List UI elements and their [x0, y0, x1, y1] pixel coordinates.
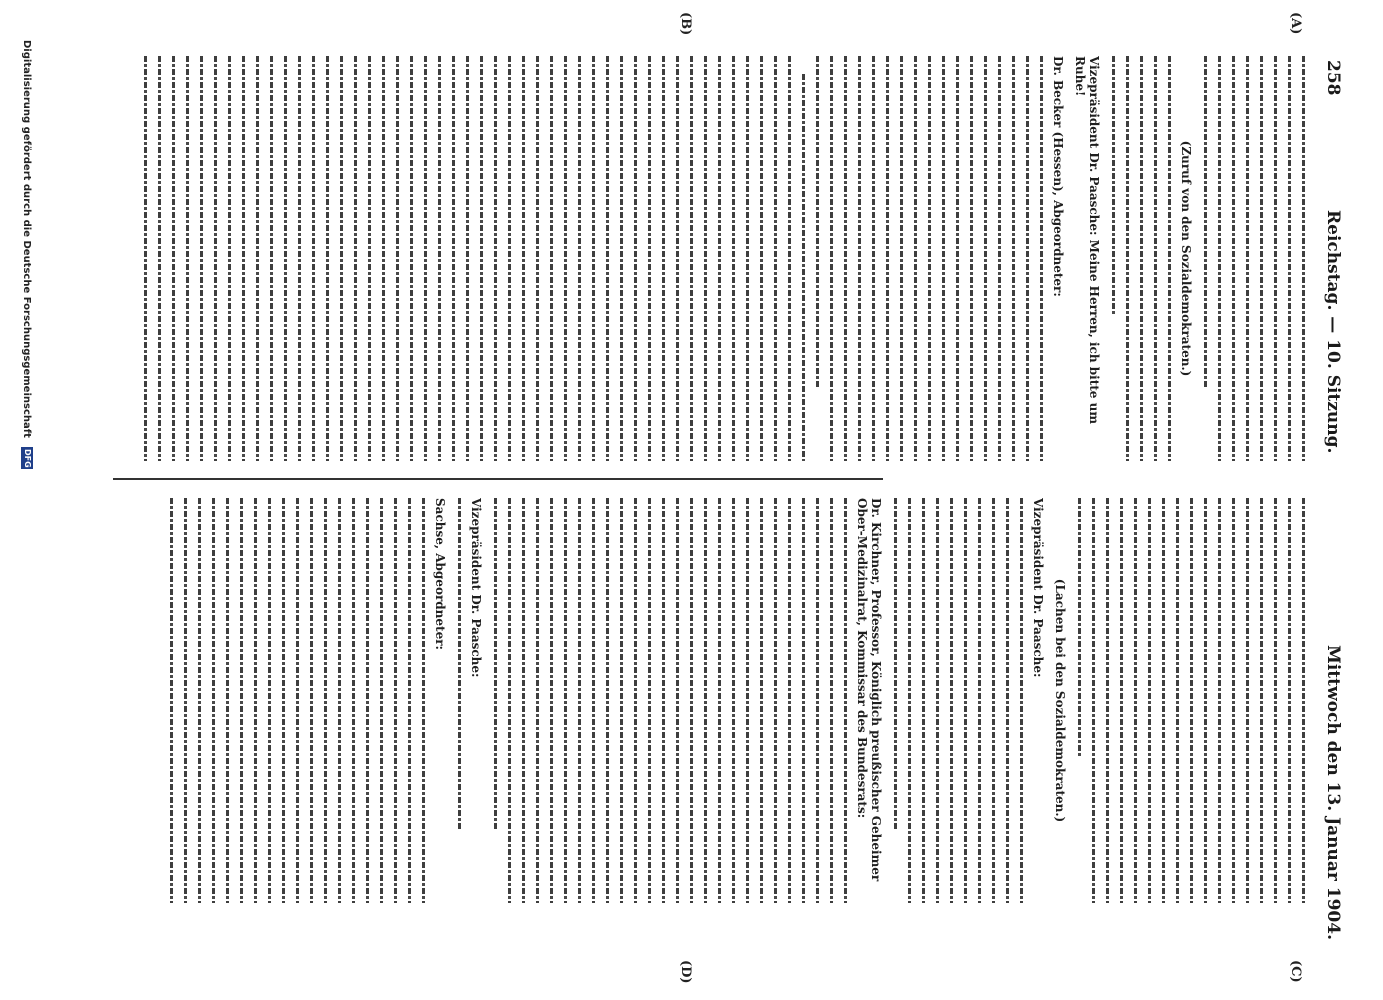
text-line — [298, 56, 301, 461]
text-line — [564, 498, 567, 903]
text-line — [1204, 56, 1207, 388]
text-line — [1218, 56, 1221, 461]
text-line — [158, 56, 161, 461]
text-line — [184, 498, 187, 903]
margin-marker-b: (B) — [678, 12, 693, 36]
margin-marker-a: (A) — [1288, 12, 1303, 35]
text-line — [592, 56, 595, 461]
speaker-line: Sachse, Abgeordneter: — [433, 498, 447, 650]
text-line — [662, 56, 665, 461]
text-line — [494, 498, 497, 830]
text-line — [578, 498, 581, 903]
text-line — [438, 56, 441, 461]
text-line — [198, 498, 201, 903]
text-line — [394, 498, 397, 903]
text-line — [228, 56, 231, 461]
text-line — [816, 56, 819, 388]
text-line — [186, 56, 189, 461]
speaker-line: Vizepräsident Dr. Paasche: — [469, 498, 483, 678]
speaker-line: Vizepräsident Dr. Paasche: Meine Herren, ich bitte um Ruhe! — [1073, 56, 1101, 425]
text-line — [606, 56, 609, 461]
text-line — [1040, 56, 1043, 461]
page-title: Reichstag. — 10. Sitzung. — [1323, 210, 1343, 454]
text-line — [480, 56, 483, 461]
text-line — [900, 56, 903, 461]
text-line — [746, 56, 749, 461]
text-line — [978, 498, 981, 903]
text-line — [254, 498, 257, 903]
page-number: 258 — [1323, 60, 1343, 96]
text-line — [212, 498, 215, 903]
text-line — [240, 498, 243, 903]
credit-text: Digitalisierung gefördert durch die Deutsche Forschungsgemeinschaft — [21, 40, 32, 438]
text-line — [922, 498, 925, 903]
text-line — [1218, 498, 1221, 903]
text-line — [844, 498, 847, 903]
text-line — [1204, 498, 1207, 903]
speaker-line: Vizepräsident Dr. Paasche: — [1031, 498, 1045, 678]
text-line — [676, 498, 679, 903]
text-line — [324, 498, 327, 903]
text-line — [284, 56, 287, 461]
text-line — [620, 498, 623, 903]
text-line — [550, 56, 553, 461]
text-line — [536, 498, 539, 903]
text-line — [1246, 56, 1249, 461]
text-line — [802, 74, 805, 461]
text-line — [732, 498, 735, 903]
text-line — [704, 498, 707, 903]
text-line — [296, 498, 299, 903]
text-line — [788, 498, 791, 903]
right-column — [125, 498, 1305, 903]
text-line — [648, 56, 651, 461]
text-line — [578, 56, 581, 461]
text-line — [494, 56, 497, 461]
column-divider — [113, 478, 883, 480]
text-line — [226, 498, 229, 903]
text-line — [522, 56, 525, 461]
margin-marker-d: (D) — [678, 960, 693, 984]
text-line — [1120, 498, 1123, 903]
text-line — [928, 56, 931, 461]
text-line — [282, 498, 285, 903]
dfg-logo: DFG — [23, 449, 32, 468]
text-line — [172, 56, 175, 461]
text-line — [408, 498, 411, 903]
text-line — [1302, 498, 1305, 903]
text-line — [648, 498, 651, 903]
text-line — [1260, 56, 1263, 461]
text-line — [704, 56, 707, 461]
text-line — [732, 56, 735, 461]
text-line — [1168, 56, 1171, 461]
text-line — [1020, 498, 1023, 903]
text-line — [268, 498, 271, 903]
text-line — [634, 498, 637, 903]
text-line — [1126, 56, 1129, 461]
text-line — [1154, 56, 1157, 461]
text-line — [242, 56, 245, 461]
text-line — [536, 56, 539, 461]
interjection: (Zuruf von den Sozialdemokraten.) — [1179, 140, 1193, 377]
text-line — [312, 56, 315, 461]
text-line — [1092, 498, 1095, 903]
text-line — [774, 56, 777, 461]
text-line — [844, 56, 847, 461]
text-line — [970, 56, 973, 461]
text-line — [1274, 56, 1277, 461]
text-line — [1148, 498, 1151, 903]
text-line — [458, 498, 461, 830]
text-line — [718, 498, 721, 903]
text-line — [774, 498, 777, 903]
text-line — [1288, 498, 1291, 903]
text-line — [936, 498, 939, 903]
text-line — [352, 498, 355, 903]
text-line — [662, 498, 665, 903]
text-line — [270, 56, 273, 461]
text-line — [1232, 56, 1235, 461]
text-line — [144, 56, 147, 461]
page-date: Mittwoch den 13. Januar 1904. — [1323, 645, 1343, 940]
text-line — [310, 498, 313, 903]
text-line — [690, 56, 693, 461]
text-line — [606, 498, 609, 903]
text-line — [1274, 498, 1277, 903]
text-line — [1140, 56, 1143, 461]
text-line — [422, 498, 425, 903]
text-line — [690, 498, 693, 903]
text-line — [1134, 498, 1137, 903]
text-line — [872, 56, 875, 461]
text-line — [1260, 498, 1263, 903]
text-line — [214, 56, 217, 461]
text-line — [816, 498, 819, 903]
text-line — [522, 498, 525, 903]
text-line — [1012, 56, 1015, 461]
text-line — [366, 498, 369, 903]
text-line — [964, 498, 967, 903]
text-line — [564, 56, 567, 461]
text-line — [354, 56, 357, 461]
text-line — [256, 56, 259, 461]
text-line — [802, 498, 805, 903]
text-line — [908, 498, 911, 903]
text-line — [634, 56, 637, 461]
speaker-line: Dr. Becker (Hessen), Abgeordneter: — [1051, 56, 1065, 297]
text-line — [1176, 498, 1179, 903]
text-line — [956, 56, 959, 461]
text-line — [830, 56, 833, 461]
text-line — [1246, 498, 1249, 903]
text-line — [1232, 498, 1235, 903]
text-line — [914, 56, 917, 461]
text-line — [200, 56, 203, 461]
text-line — [1190, 498, 1193, 903]
text-line — [830, 498, 833, 903]
left-column — [125, 56, 1305, 461]
text-line — [1078, 498, 1081, 757]
text-line — [746, 498, 749, 903]
text-line — [886, 56, 889, 461]
interjection: (Lachen bei den Sozialdemokraten.) — [1053, 578, 1067, 823]
text-line — [452, 56, 455, 461]
text-line — [170, 498, 173, 903]
text-line — [620, 56, 623, 461]
text-line — [760, 498, 763, 903]
text-line — [992, 498, 995, 903]
text-line — [466, 56, 469, 461]
digitization-credit — [13, 40, 33, 960]
speaker-line: Dr. Kirchner, Professor, Königlich preußischer Geheimer Ober-Medizinalrat, Kommissar des Bundesrats: — [855, 498, 883, 882]
text-line — [1026, 56, 1029, 461]
text-line — [424, 56, 427, 461]
text-line — [718, 56, 721, 461]
text-line — [1162, 498, 1165, 903]
text-line — [858, 56, 861, 461]
text-line — [338, 498, 341, 903]
text-line — [1112, 56, 1115, 315]
text-line — [508, 56, 511, 461]
text-line — [942, 56, 945, 461]
text-line — [1006, 498, 1009, 903]
text-line — [380, 498, 383, 903]
text-line — [760, 56, 763, 461]
page-header — [1309, 60, 1349, 940]
text-line — [984, 56, 987, 461]
text-line — [368, 56, 371, 461]
text-line — [1106, 498, 1109, 903]
text-line — [508, 498, 511, 903]
text-line — [396, 56, 399, 461]
text-line — [998, 56, 1001, 461]
text-line — [1302, 56, 1305, 461]
text-line — [592, 498, 595, 903]
text-line — [788, 56, 791, 461]
text-line — [410, 56, 413, 461]
text-line — [340, 56, 343, 461]
text-line — [894, 498, 897, 830]
margin-marker-c: (C) — [1288, 960, 1303, 983]
text-line — [676, 56, 679, 461]
text-line — [382, 56, 385, 461]
text-line — [326, 56, 329, 461]
text-line — [1288, 56, 1291, 461]
text-line — [550, 498, 553, 903]
text-line — [950, 498, 953, 903]
